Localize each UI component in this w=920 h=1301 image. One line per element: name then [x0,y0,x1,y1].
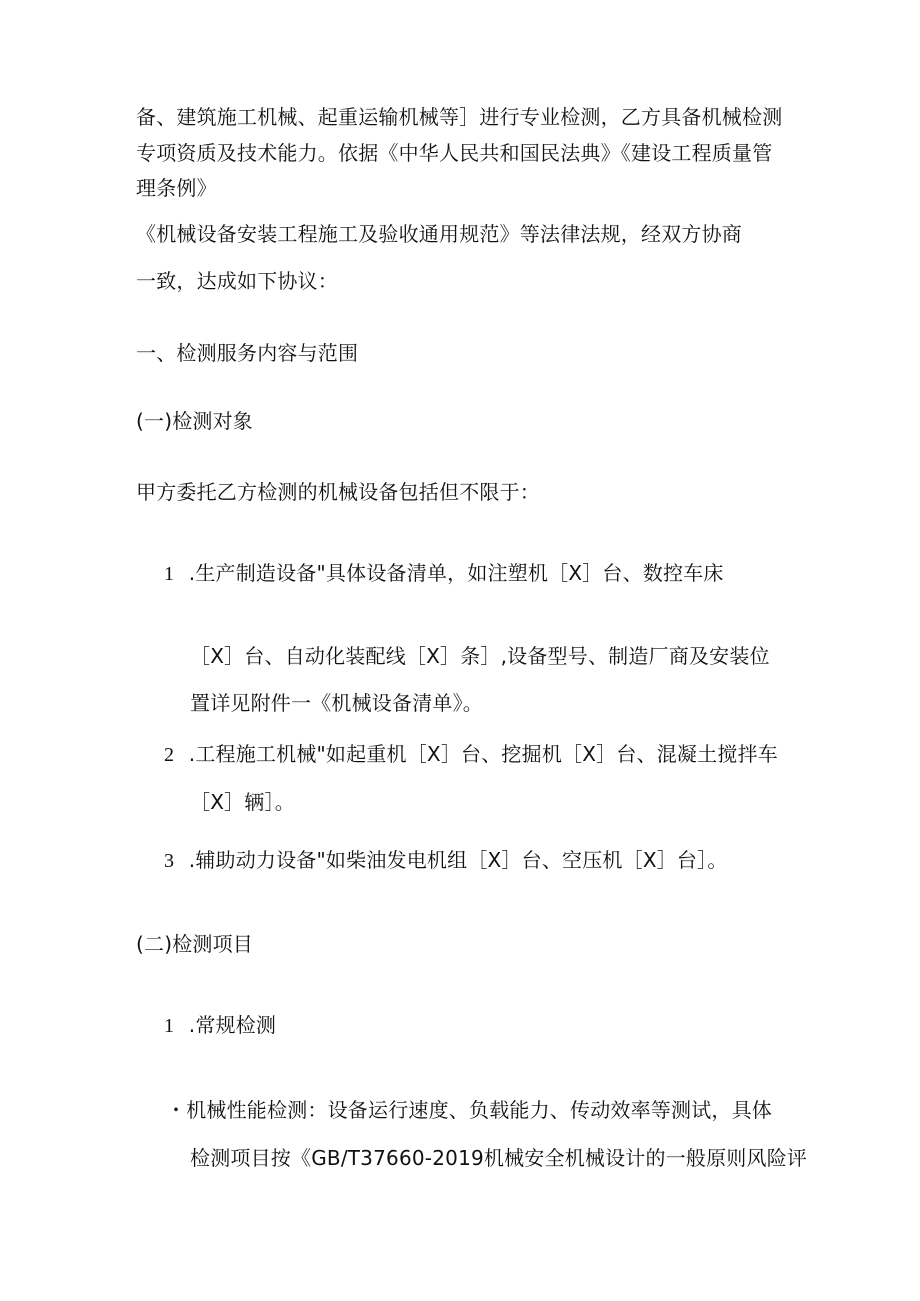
section-1-title: 一、检测服务内容与范围 [136,341,359,365]
intro-line-4: 《机械设备安装工程施工及验收通用规范》等法律法规，经双方协商 [136,222,742,246]
list-item-number: 1 [164,563,175,585]
list-item-text: .常规检测 [188,1013,277,1037]
list-item-2-continuation: ［X］辆］。 [190,790,295,814]
intro-line-1: 备、建筑施工机械、起重运输机械等］进行专业检测，乙方具备机械检测 [136,105,783,129]
list-item-1 [164,560,724,587]
list-item-number: 3 [164,850,175,872]
list-item-text: .辅助动力设备"如柴油发电机组［X］台、空压机［X］台］。 [188,848,728,872]
list-item-text: .生产制造设备"具体设备清单，如注塑机［X］台、数控车床 [188,561,724,585]
subsection-1-lead: 甲方委托乙方检测的机械设备包括但不限于： [136,480,540,504]
list-item-check-1 [164,1012,276,1039]
bullet-item-line-2: 检测项目按《GB/T37660-2019机械安全机械设计的一般原则风险评 [190,1146,808,1170]
bullet-item-line-1: ・机械性能检测：设备运行速度、负载能力、传动效率等测试，具体 [166,1098,772,1122]
list-item-text: .工程施工机械"如起重机［X］台、挖掘机［X］台、混凝土搅拌车 [188,742,778,766]
list-item-1-continuation: ［X］台、自动化装配线［X］条］,设备型号、制造厂商及安装位 [190,644,770,668]
intro-line-2: 专项资质及技术能力。依据《中华人民共和国民法典》《建设工程质量管 [136,141,773,165]
list-item-3 [164,847,728,874]
list-item-number: 1 [164,1015,175,1037]
list-item-number: 2 [164,744,175,766]
intro-line-5: 一致，达成如下协议： [136,269,338,293]
intro-line-3: 理条例》 [136,176,217,200]
subsection-2-title: (二)检测项目 [136,932,254,956]
list-item-1-continuation: 置详见附件一《机械设备清单》。 [190,691,483,715]
list-item-2 [164,741,778,768]
subsection-1-title: (一)检测对象 [136,409,254,433]
